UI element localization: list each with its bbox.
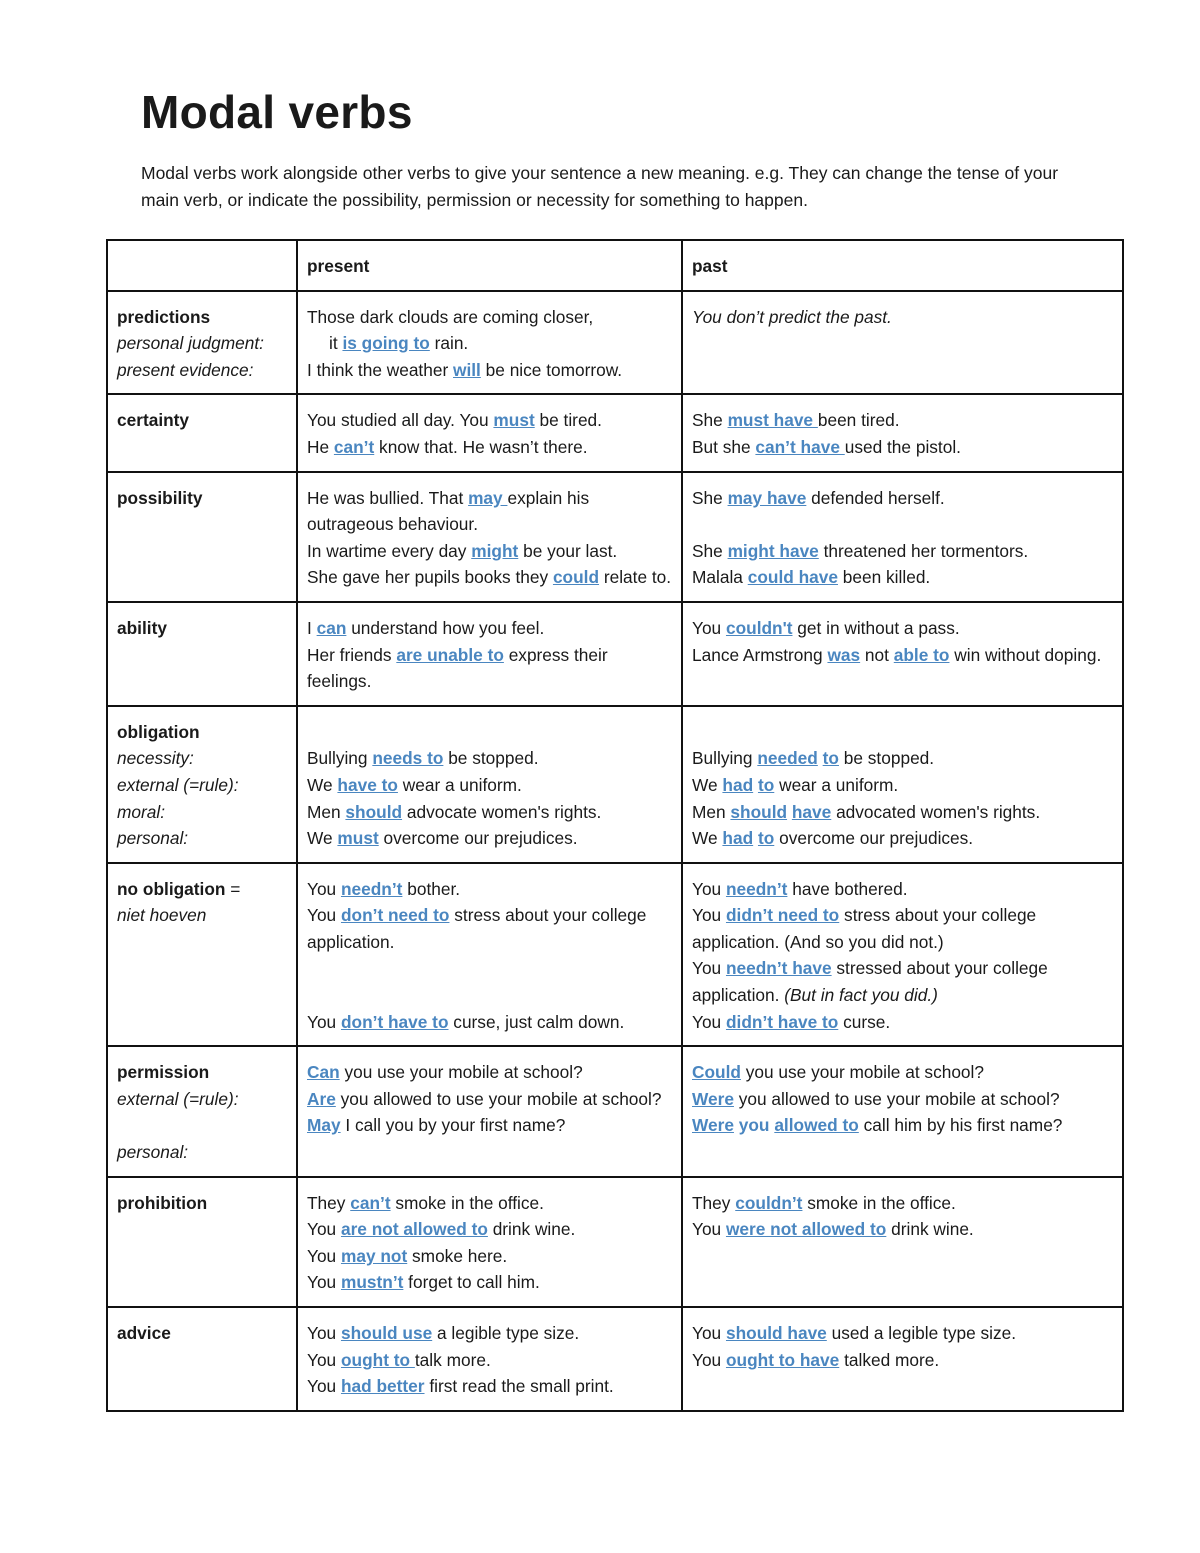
example-line xyxy=(692,407,1113,434)
example-text: be tired. xyxy=(534,410,602,431)
category-text: personal: xyxy=(117,1142,189,1163)
example-text: you use your mobile at school? xyxy=(740,1062,984,1083)
example-text: You xyxy=(692,878,726,899)
modal-verb-keyword: ought to have xyxy=(725,1349,840,1370)
example-line xyxy=(307,1112,672,1139)
category-label xyxy=(117,304,287,331)
modal-verb-keyword: don’t have to xyxy=(340,1011,449,1032)
example-text: have bothered. xyxy=(787,878,908,899)
example-text: You xyxy=(307,1272,341,1293)
modal-verb-keyword: have to xyxy=(337,774,398,795)
example-line xyxy=(307,745,672,772)
example-line xyxy=(692,799,1113,826)
example-text: She gave her pupils books they xyxy=(307,567,553,588)
category-label xyxy=(117,1190,287,1217)
present-cell xyxy=(297,1177,682,1307)
category-sublabel xyxy=(117,772,287,799)
modal-verb-keyword: may xyxy=(468,487,508,508)
example-text: You xyxy=(692,905,726,926)
example-text: it xyxy=(329,333,343,354)
category-cell xyxy=(107,1307,297,1411)
category-text: personal judgment: xyxy=(117,333,264,354)
modal-verb-keyword: can’t xyxy=(350,1192,391,1213)
example-text: rain. xyxy=(429,333,469,354)
table-row xyxy=(107,472,1123,602)
modal-verb-keyword: needn’t have xyxy=(725,958,832,979)
example-text: stress about your college application. xyxy=(307,905,647,952)
past-cell xyxy=(682,291,1123,395)
example-text: I call you by your first name? xyxy=(340,1115,566,1136)
modal-verb-keyword: can’t have xyxy=(755,436,845,457)
example-text: You xyxy=(307,1323,341,1343)
example-text: She xyxy=(692,487,728,508)
example-text: used the pistol. xyxy=(844,436,961,457)
category-label xyxy=(117,615,287,642)
category-text: prohibition xyxy=(117,1192,208,1213)
example-line xyxy=(307,642,672,695)
example-text: you allowed to use your mobile at school? xyxy=(335,1088,662,1109)
example-line xyxy=(307,825,672,852)
present-cell xyxy=(297,1046,682,1176)
example-line xyxy=(692,564,1113,591)
example-line xyxy=(307,799,672,826)
example-text: stress about your college application. (And so you did not.) xyxy=(692,905,1037,952)
present-cell xyxy=(297,602,682,706)
modal-verb-keyword: must xyxy=(337,828,379,849)
example-line xyxy=(307,1269,672,1296)
example-text: You xyxy=(692,958,726,979)
modal-verb-keyword: didn’t need to xyxy=(725,905,840,926)
category-label xyxy=(117,1320,287,1347)
modal-verb-keyword: can xyxy=(316,617,347,638)
modal-verb-keyword: had xyxy=(722,774,754,795)
example-text: stressed about your college application. xyxy=(692,958,1048,1006)
modal-verb-keyword: was xyxy=(827,644,861,665)
modal-verb-keyword: needs to xyxy=(372,748,444,769)
example-line xyxy=(307,1320,672,1347)
table-body xyxy=(107,240,1123,1411)
example-text: wear a uniform. xyxy=(397,774,522,795)
example-line xyxy=(692,511,1113,538)
page-title: Modal verbs xyxy=(141,86,413,138)
example-text: first read the small print. xyxy=(424,1376,614,1397)
past-cell xyxy=(682,394,1123,471)
category-sublabel xyxy=(117,825,287,852)
example-text: Malala xyxy=(692,567,748,588)
example-text: Bullying xyxy=(307,748,373,769)
table-row xyxy=(107,394,1123,471)
example-line xyxy=(692,642,1113,669)
category-cell xyxy=(107,863,297,1047)
modal-verb-keyword: had xyxy=(722,828,754,849)
example-text: You xyxy=(307,905,341,926)
example-text: be stopped. xyxy=(443,748,539,769)
example-line xyxy=(692,902,1113,955)
category-label xyxy=(117,719,287,746)
intro-paragraph: Modal verbs work alongside other verbs to give your sentence a new meaning. e.g. They can change the tense of your main verb, or indicate the possibility, permission or necessity for something to happen. xyxy=(141,163,1059,210)
example-text: In wartime every day xyxy=(307,540,472,561)
category-cell xyxy=(107,291,297,395)
present-cell xyxy=(297,291,682,395)
table-row xyxy=(107,706,1123,863)
example-line xyxy=(692,1190,1113,1217)
category-sublabel xyxy=(117,902,287,929)
example-text: used a legible type size. xyxy=(826,1323,1017,1343)
modal-verb-keyword: had better xyxy=(340,1376,425,1397)
example-text: express their feelings. xyxy=(307,644,608,692)
present-cell xyxy=(297,472,682,602)
category-cell xyxy=(107,472,297,602)
modal-verb-keyword: to xyxy=(757,774,775,795)
example-text: relate to. xyxy=(599,567,672,588)
category-text: moral: xyxy=(117,801,166,822)
modal-verb-keyword: Were xyxy=(692,1088,734,1109)
category-suffix: = xyxy=(225,878,241,899)
category-sublabel xyxy=(117,745,287,772)
example-text: not xyxy=(860,644,894,665)
category-text: predictions xyxy=(117,306,211,327)
modal-verb-keyword: could xyxy=(552,567,600,588)
modal-verb-keyword: is going to xyxy=(342,333,430,354)
example-line xyxy=(307,564,672,591)
table-row xyxy=(107,863,1123,1047)
modal-verb-keyword: could have xyxy=(747,567,838,588)
example-text: Lance Armstrong xyxy=(692,644,828,665)
modal-verb-keyword: should use xyxy=(340,1323,433,1343)
category-text: external (=rule): xyxy=(117,1088,239,1109)
example-line xyxy=(307,1243,672,1270)
modal-verb-keyword: Can xyxy=(307,1062,340,1083)
example-line xyxy=(692,772,1113,799)
example-text: smoke in the office. xyxy=(802,1192,956,1213)
example-text: He was bullied. That xyxy=(307,487,469,508)
example-text: You xyxy=(307,1245,341,1266)
example-text: you allowed to use your mobile at school? xyxy=(733,1088,1060,1109)
category-text: niet hoeven xyxy=(117,905,207,926)
example-text: Bullying xyxy=(692,748,758,769)
category-label xyxy=(117,407,287,434)
example-line xyxy=(307,902,672,955)
example-text: You xyxy=(307,1376,341,1397)
example-text: a legible type size. xyxy=(432,1323,580,1343)
example-line xyxy=(692,1009,1113,1036)
modal-verb-keyword: don’t need to xyxy=(340,905,450,926)
example-text: win without doping. xyxy=(949,644,1102,665)
header-cell-past: past xyxy=(682,240,1123,291)
example-text: You xyxy=(692,1219,726,1240)
example-text: talked more. xyxy=(839,1349,940,1370)
modal-verb-keyword: allowed to xyxy=(774,1115,859,1136)
example-text: defended herself. xyxy=(806,487,945,508)
present-cell xyxy=(297,394,682,471)
modal-verb-keyword: must xyxy=(493,410,535,431)
example-line xyxy=(307,955,672,982)
past-cell xyxy=(682,1046,1123,1176)
category-label xyxy=(117,876,287,903)
example-text: overcome our prejudices. xyxy=(774,828,974,849)
example-text-italic: You don’t predict the past. xyxy=(692,306,892,327)
example-line xyxy=(692,719,1113,746)
modal-verb-keyword: have xyxy=(791,801,832,822)
example-line xyxy=(692,615,1113,642)
example-line xyxy=(692,1086,1113,1113)
example-line xyxy=(692,1347,1113,1374)
example-line xyxy=(307,615,672,642)
example-text: Men xyxy=(692,801,731,822)
past-cell xyxy=(682,1177,1123,1307)
example-text: Men xyxy=(307,801,346,822)
category-text: no obligation xyxy=(117,878,226,899)
modal-verb-keyword: are not allowed to xyxy=(340,1219,488,1240)
example-text: You xyxy=(692,1323,726,1343)
example-text: You xyxy=(692,1349,726,1370)
example-line xyxy=(307,876,672,903)
example-text: You xyxy=(692,617,726,638)
category-text: present evidence: xyxy=(117,359,254,380)
example-text: She xyxy=(692,410,728,431)
modal-verbs-table xyxy=(106,239,1124,1412)
category-sublabel xyxy=(117,1112,287,1139)
modal-verb-keyword: to xyxy=(757,828,775,849)
modal-verb-keyword: couldn’t xyxy=(735,1192,803,1213)
example-line xyxy=(692,955,1113,1008)
modal-verb-keyword: needn’t xyxy=(725,878,788,899)
past-cell xyxy=(682,706,1123,863)
example-text: advocate women's rights. xyxy=(402,801,602,822)
present-cell xyxy=(297,863,682,1047)
category-sublabel xyxy=(117,799,287,826)
modal-verb-keyword: Are xyxy=(307,1088,336,1109)
example-line xyxy=(692,745,1113,772)
example-line xyxy=(692,538,1113,565)
example-text: be your last. xyxy=(518,540,618,561)
example-text: call him by his first name? xyxy=(858,1115,1063,1136)
example-text: They xyxy=(692,1192,736,1213)
modal-verb-keyword: can’t xyxy=(333,436,375,457)
example-line xyxy=(307,434,672,461)
example-line xyxy=(307,772,672,799)
category-cell xyxy=(107,1046,297,1176)
table-row xyxy=(107,1046,1123,1176)
example-line xyxy=(307,330,672,357)
category-text: necessity: xyxy=(117,748,194,769)
present-cell xyxy=(297,1307,682,1411)
modal-verb-keyword: may not xyxy=(340,1245,408,1266)
example-text: We xyxy=(307,828,338,849)
example-text: You studied all day. You xyxy=(307,410,494,431)
present-cell xyxy=(297,706,682,863)
example-text: bother. xyxy=(402,878,461,899)
modal-verb-keyword: might xyxy=(471,540,519,561)
example-text: We xyxy=(307,774,338,795)
past-cell xyxy=(682,863,1123,1047)
header-cell-present: present xyxy=(297,240,682,291)
modal-verb-keyword: are unable to xyxy=(396,644,504,665)
modal-verb-keyword: to xyxy=(822,748,839,769)
modal-verb-keyword: will xyxy=(453,359,481,380)
example-text: He xyxy=(307,436,334,457)
past-cell xyxy=(682,602,1123,706)
category-sublabel xyxy=(117,357,287,384)
category-text: advice xyxy=(117,1323,171,1343)
modal-verb-keyword: mustn’t xyxy=(340,1272,404,1293)
example-line xyxy=(692,1320,1113,1347)
example-line xyxy=(307,357,672,384)
modal-verb-keyword: may have xyxy=(727,487,807,508)
category-text: possibility xyxy=(117,487,203,508)
modal-verb-keyword: Could xyxy=(692,1062,741,1083)
table-row xyxy=(107,1307,1123,1411)
example-text: drink wine. xyxy=(487,1219,576,1240)
example-text: They xyxy=(307,1192,351,1213)
modal-verb-keyword: ought to xyxy=(340,1349,415,1370)
example-line xyxy=(307,485,672,538)
modal-verb-keyword: Were xyxy=(692,1115,734,1136)
example-text: smoke here. xyxy=(407,1245,508,1266)
example-text: be stopped. xyxy=(838,748,935,769)
table-row xyxy=(107,1177,1123,1307)
modal-verb-keyword: didn’t have to xyxy=(725,1011,839,1032)
example-line xyxy=(307,1216,672,1243)
category-text: certainty xyxy=(117,410,190,431)
example-line xyxy=(307,982,672,1009)
modal-verb-keyword: should xyxy=(730,801,788,822)
example-text: I think the weather xyxy=(307,359,454,380)
example-text: know that. He wasn’t there. xyxy=(374,436,588,457)
example-text: explain his outrageous behaviour. xyxy=(307,487,590,535)
modal-verb-keyword: couldn't xyxy=(725,617,793,638)
modal-verb-keyword: able to xyxy=(893,644,950,665)
example-line xyxy=(692,1216,1113,1243)
example-line xyxy=(692,1059,1113,1086)
example-text: Her friends xyxy=(307,644,397,665)
example-text: We xyxy=(692,774,723,795)
example-line xyxy=(307,1347,672,1374)
example-text: threatened her tormentors. xyxy=(818,540,1029,561)
example-line xyxy=(307,304,672,331)
example-text: talk more. xyxy=(414,1349,491,1370)
category-text: personal: xyxy=(117,828,189,849)
example-line xyxy=(692,876,1113,903)
modal-verb-keyword: might have xyxy=(727,540,819,561)
past-cell xyxy=(682,1307,1123,1411)
modal-verb-keyword: needed xyxy=(757,748,818,769)
example-text: smoke in the office. xyxy=(390,1192,544,1213)
example-text: I xyxy=(307,617,317,638)
table-row xyxy=(107,291,1123,395)
modal-verb-keyword: should have xyxy=(725,1323,827,1343)
modal-verb-keyword: May xyxy=(307,1115,341,1136)
example-text: Those dark clouds are coming closer, xyxy=(307,306,594,327)
example-text: get in without a pass. xyxy=(792,617,960,638)
example-text: We xyxy=(692,828,723,849)
example-text: She xyxy=(692,540,728,561)
category-cell xyxy=(107,1177,297,1307)
example-text: curse, just calm down. xyxy=(448,1011,625,1032)
example-text: You xyxy=(307,878,341,899)
modal-verb-keyword: you xyxy=(738,1115,770,1136)
category-label xyxy=(117,1059,287,1086)
category-cell xyxy=(107,394,297,471)
example-line xyxy=(692,1112,1113,1139)
category-label xyxy=(117,485,287,512)
category-sublabel xyxy=(117,1086,287,1113)
example-text: wear a uniform. xyxy=(774,774,899,795)
example-line xyxy=(307,1190,672,1217)
example-text: forget to call him. xyxy=(403,1272,540,1293)
category-cell xyxy=(107,706,297,863)
category-sublabel xyxy=(117,330,287,357)
example-text: curse. xyxy=(838,1011,891,1032)
example-text-italic: (But in fact you did.) xyxy=(784,985,938,1006)
example-text: understand how you feel. xyxy=(346,617,545,638)
example-text: you use your mobile at school? xyxy=(339,1062,583,1083)
example-line xyxy=(307,1059,672,1086)
example-line xyxy=(692,434,1113,461)
modal-verb-keyword: needn’t xyxy=(340,878,403,899)
example-text: You xyxy=(692,1011,726,1032)
category-text: external (=rule): xyxy=(117,774,239,795)
example-text: You xyxy=(307,1349,341,1370)
table-header-row xyxy=(107,240,1123,291)
header-cell-category xyxy=(107,240,297,291)
example-line xyxy=(307,538,672,565)
example-text: overcome our prejudices. xyxy=(378,828,578,849)
example-text: You xyxy=(307,1219,341,1240)
modal-verb-keyword: must have xyxy=(727,410,818,431)
example-line xyxy=(692,485,1113,512)
example-text: be nice tomorrow. xyxy=(480,359,623,380)
example-line xyxy=(307,719,672,746)
example-text: But she xyxy=(692,436,756,457)
example-line xyxy=(307,1009,672,1036)
category-text: ability xyxy=(117,617,167,638)
category-cell xyxy=(107,602,297,706)
category-sublabel xyxy=(117,1139,287,1166)
example-line xyxy=(307,407,672,434)
example-text: been tired. xyxy=(817,410,900,431)
modal-verb-keyword: should xyxy=(345,801,403,822)
example-text: advocated women's rights. xyxy=(831,801,1041,822)
table-row xyxy=(107,602,1123,706)
example-line xyxy=(692,304,1113,331)
example-line xyxy=(307,1373,672,1400)
example-line xyxy=(692,825,1113,852)
category-text: permission xyxy=(117,1062,210,1083)
example-text: been killed. xyxy=(838,567,931,588)
example-text: You xyxy=(307,1011,341,1032)
past-cell xyxy=(682,472,1123,602)
modal-verb-keyword: were not allowed to xyxy=(725,1219,887,1240)
category-text: obligation xyxy=(117,721,200,742)
example-text: drink wine. xyxy=(886,1219,974,1240)
example-line xyxy=(307,1086,672,1113)
